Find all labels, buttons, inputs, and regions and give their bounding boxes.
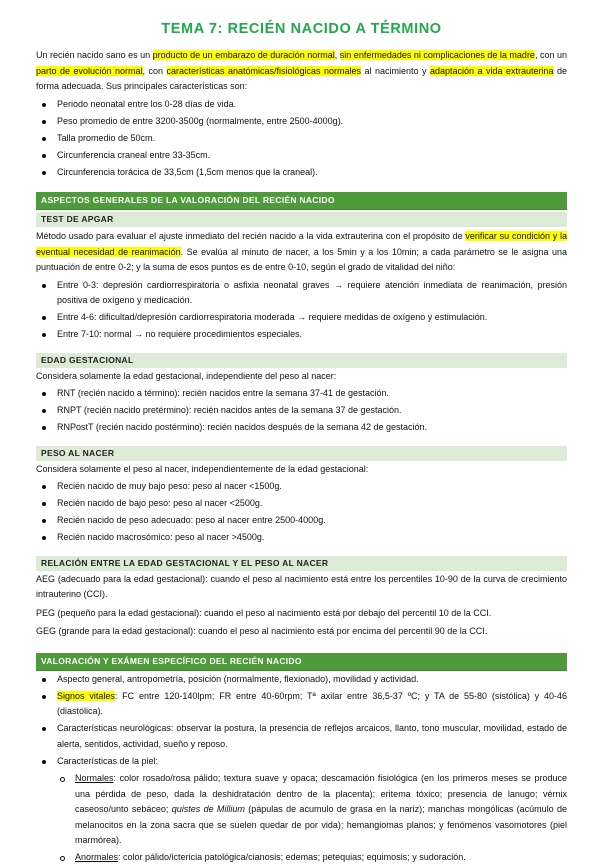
list-item: Periodo neonatal entre los 0-28 días de vida.	[57, 97, 567, 113]
text: : color pálido/ictericia patológica/cianosis; edemas; petequias; equimosis; y sudoración.	[118, 852, 466, 862]
list-item: Recién nacido de peso adecuado: peso al nacer entre 2500-4000g.	[57, 513, 567, 529]
list-item: RNPT (recién nacido pretérmino): recién nacidos antes de la semana 37 de gestación.	[57, 403, 567, 419]
sublist-item	[75, 771, 567, 849]
highlight: producto de un embarazo de duración normal	[152, 50, 335, 60]
highlight: características anatómicas/fisiológicas normales	[166, 65, 362, 76]
list-item: Talla promedio de 50cm.	[57, 131, 567, 147]
list-item: Recién nacido de muy bajo peso: peso al nacer <1500g.	[57, 479, 567, 495]
label: Anormales	[75, 852, 119, 862]
valoracion-list	[36, 672, 567, 866]
section-header: ASPECTOS GENERALES DE LA VALORACIÓN DEL RECIÉN NACIDO	[36, 192, 567, 210]
list-item: RNT (recién nacido a término): recién nacidos entre la semana 37-41 de gestación.	[57, 386, 567, 402]
intro-list	[36, 97, 567, 181]
intro-paragraph	[36, 48, 567, 95]
list-item	[57, 754, 567, 866]
highlight: verificar su condición y la eventual necesidad de reanimación	[36, 231, 567, 257]
list-item: RNPostT (recién nacido postérmino): recién nacidos después de la semana 42 de gestación.	[57, 420, 567, 436]
label: Normales	[75, 773, 114, 783]
aeg-paragraph: AEG (adecuado para la edad gestacional): cuando el peso al nacimiento está entre los percentiles 10-90 de la curva de crecimiento intrauterino (CCI).	[36, 573, 567, 599]
edad-paragraph: Considera solamente la edad gestacional, independiente del peso al nacer:	[36, 370, 337, 381]
subsection-header: PESO AL NACER	[36, 446, 567, 461]
list-item: Circunferencia craneal entre 33-35cm.	[57, 148, 567, 164]
text: , con un	[534, 50, 567, 60]
text: , con	[142, 65, 167, 76]
page-title: TEMA 7: RECIÉN NACIDO A TÉRMINO	[161, 21, 442, 37]
list-item: Entre 7-10: normal → no requiere procedimientos especiales.	[57, 327, 567, 343]
text: : FC entre 120-140lpm; FR entre 40-60rpm; Tª axilar entre 36,5-37 ºC; y TA de 55-80 (sistólica) y 40-46 (diastólica).	[57, 690, 567, 716]
subsection-header: RELACIÓN ENTRE LA EDAD GESTACIONAL Y EL PESO AL NACER	[36, 556, 567, 571]
list-item: Entre 0-3: depresión cardiorrespiratoria o asfixia neonatal graves → requiere atención inmediata de reanimación, presión positiva de oxígeno y medicación.	[57, 278, 567, 309]
piel-sublist	[57, 771, 567, 866]
highlight: parto de evolución normal	[36, 65, 143, 76]
subsection-header: EDAD GESTACIONAL	[36, 353, 567, 368]
text: Método usado para evaluar el ajuste inmediato del recién nacido a la vida extrauterina con el propósito de	[36, 231, 466, 241]
list-item: Peso promedio de entre 3200-3500g (normalmente, entre 2500-4000g).	[57, 114, 567, 130]
list-item: Entre 4-6: dificultad/depresión cardiorrespiratoria moderada → requiere medidas de oxígeno y estimulación.	[57, 310, 567, 326]
text: . Se evalúa al minuto de nacer, a los 5min y a los 10min; a cada parámetro se le asigna una puntuación de entre 0-2; y la suma de esos puntos es de entre 0-10, según el grado de vitalidad del niño:	[36, 246, 567, 272]
highlight: sin enfermedades ni complicaciones de la madre	[339, 50, 535, 60]
text: al nacimiento y	[361, 65, 430, 76]
edad-list	[36, 386, 567, 436]
list-item: Circunferencia torácica de 33,5cm (1,5cm menos que la craneal).	[57, 165, 567, 181]
highlight: adaptación a vida extrauterina	[430, 65, 554, 76]
peg-paragraph: PEG (pequeño para la edad gestacional): cuando el peso al nacimiento está por debajo del percentil 10 de la CCI.	[36, 607, 492, 618]
text: Un recién nacido sano es un	[36, 50, 153, 60]
text: (pápulas de acumulo de grasa en la nariz); manchas mongólicas (acúmulo de melanocitos en la zona sacra que se suelen quedar de por vida); hemangiomas planos; y fenómenos vasomotores (piel marmórea).	[75, 804, 568, 845]
peso-paragraph: Considera solamente el peso al nacer, independientemente de la edad gestacional:	[36, 463, 369, 474]
apgar-paragraph	[36, 229, 567, 276]
text: Características de la piel:	[57, 755, 159, 766]
italic-text: quistes de Millium	[171, 804, 245, 814]
peso-list	[36, 479, 567, 546]
apgar-list	[36, 278, 567, 343]
list-item	[57, 689, 567, 720]
text: de forma adecuada. Sus principales características son:	[36, 65, 568, 91]
section-header: VALORACIÓN Y EXÁMEN ESPECÍFICO DEL RECIÉN NACIDO	[36, 653, 567, 671]
subsection-header: TEST DE APGAR	[36, 212, 567, 227]
list-item: Características neurológicas: observar la postura, la presencia de reflejos arcaicos, llanto, tono muscular, movilidad, estado de alerta, sentidos, actividad, sueño y reposo.	[57, 721, 567, 752]
sublist-item	[75, 850, 567, 866]
highlight: Signos vitales	[57, 690, 115, 701]
list-item: Recién nacido macrosómico: peso al nacer >4500g.	[57, 530, 567, 546]
list-item: Recién nacido de bajo peso: peso al nacer <2500g.	[57, 496, 567, 512]
text: : color rosado/rosa pálido; textura suave y opaca; descamación fisiológica (en los primeros meses se produce una pérdida de peso, dada la deshidratación dentro de la placenta); eritema tóxico; presencia de lanugo; vérnix caseoso/unto sebáceo;	[75, 773, 567, 814]
geg-paragraph: GEG (grande para la edad gestacional): cuando el peso al nacimiento está por encima del percentil 90 de la CCI.	[36, 626, 488, 636]
list-item: Aspecto general, antropometría, posición (normalmente, flexionado), movilidad y actividad.	[57, 672, 567, 688]
text: ,	[334, 50, 340, 60]
